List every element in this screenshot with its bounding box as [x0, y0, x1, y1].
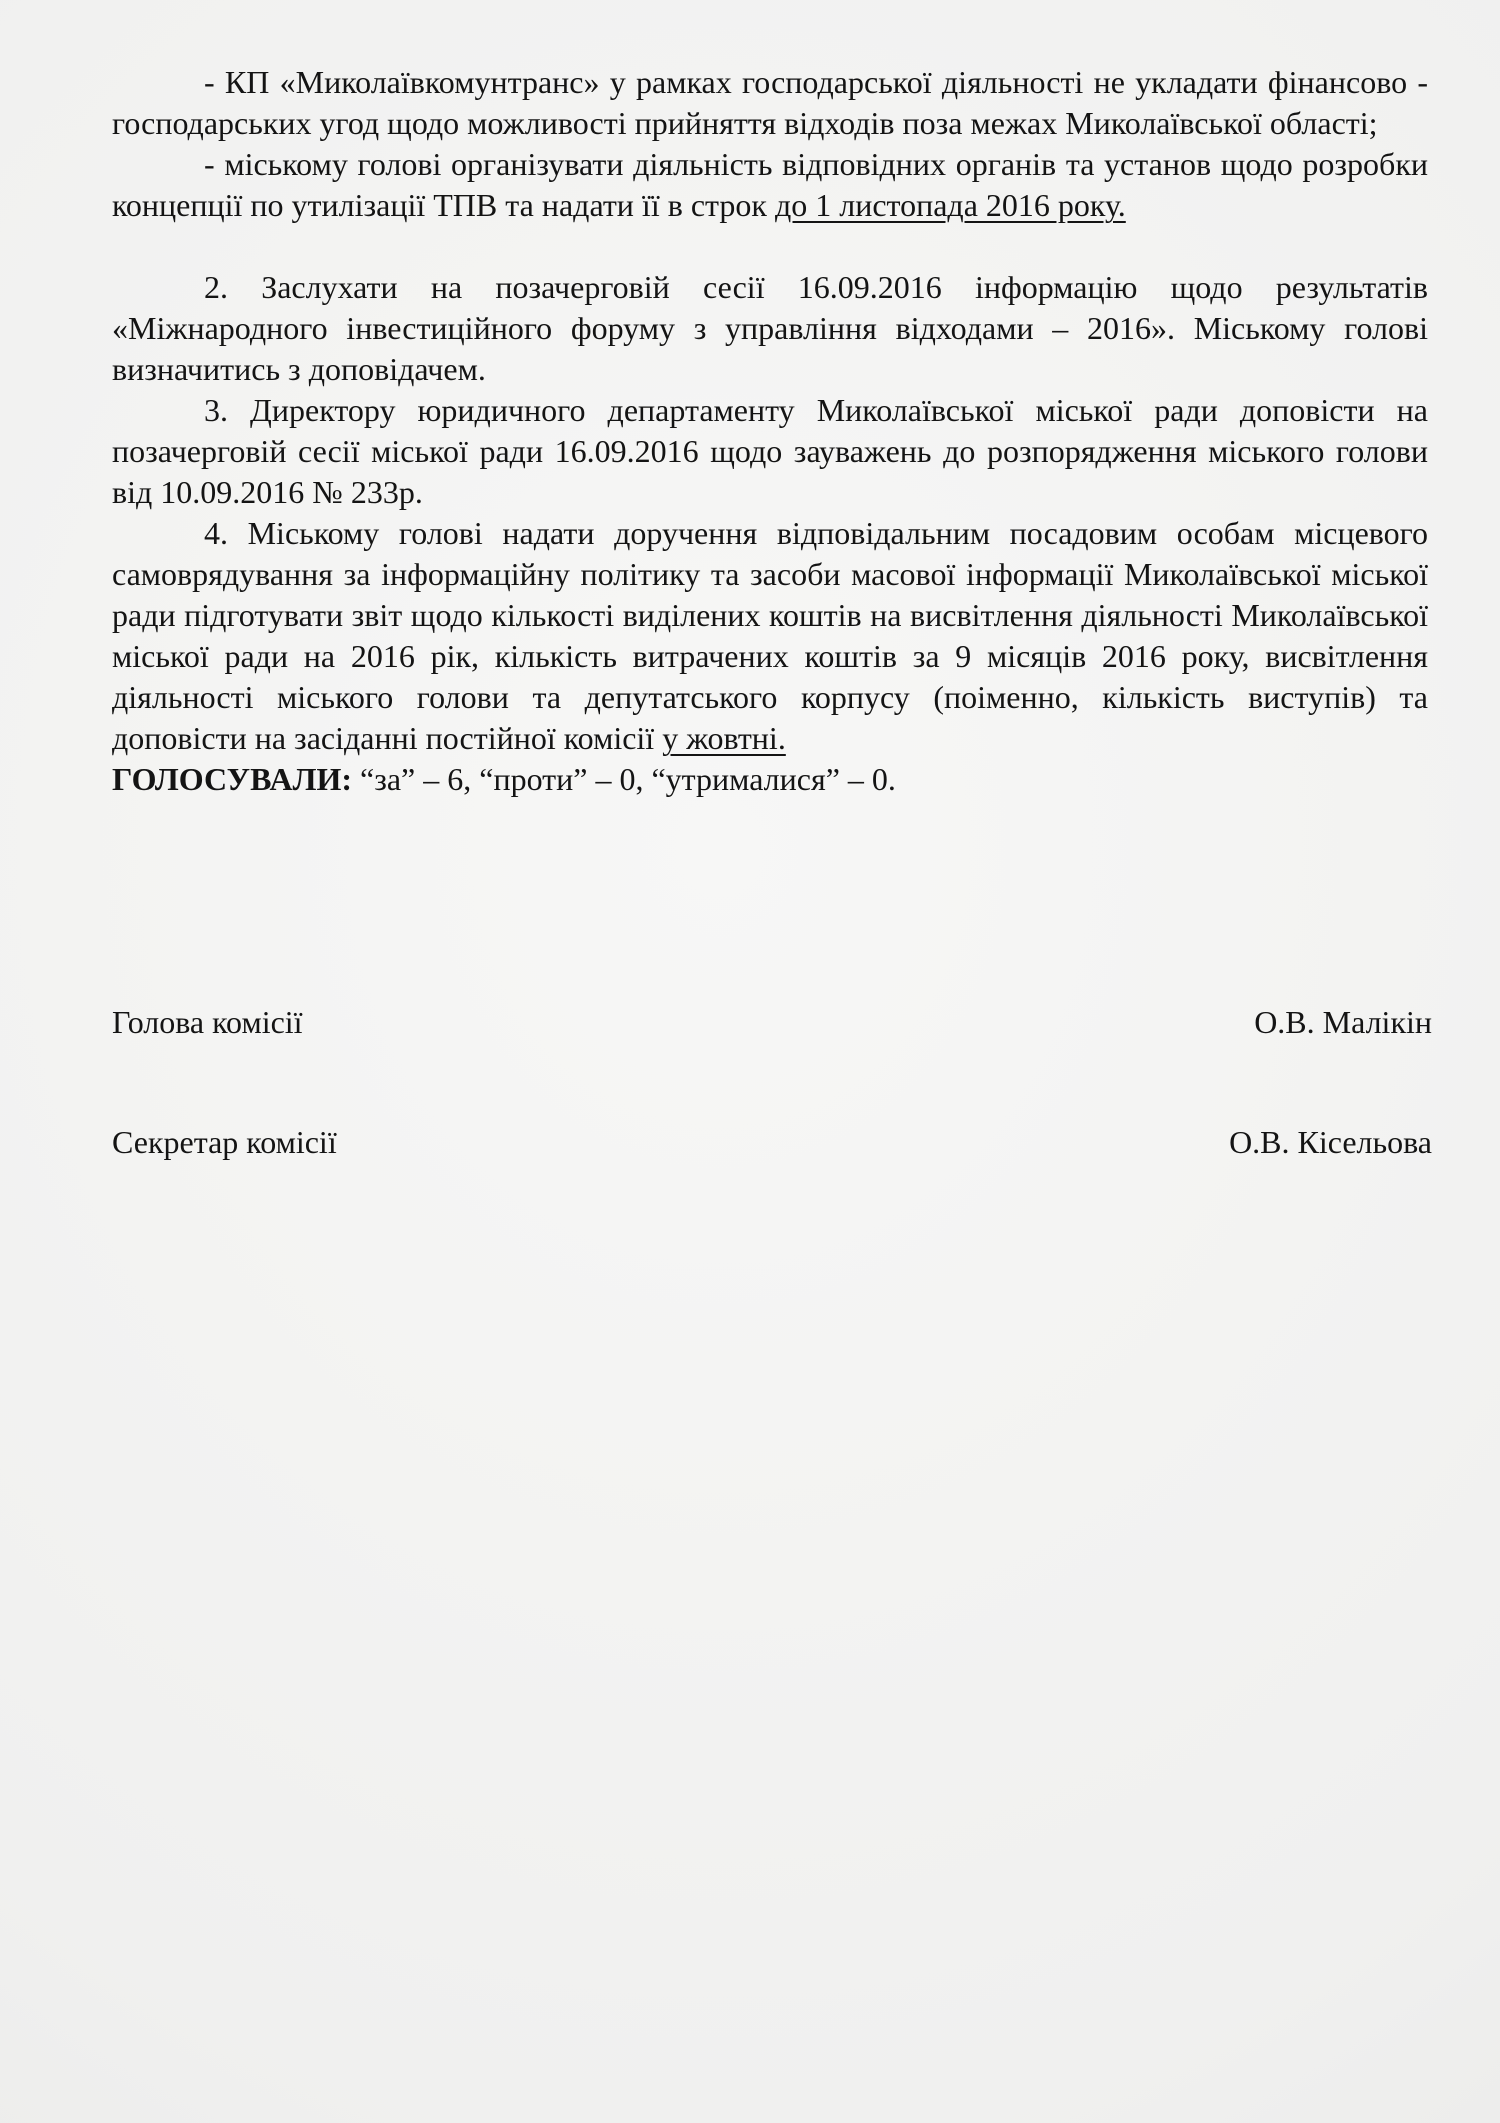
list-item-kp-paragraph — [112, 62, 1428, 144]
point-4-when-underlined-text: у жовтні. — [662, 720, 786, 756]
vote-label: ГОЛОСУВАЛИ: — [112, 761, 352, 797]
list-item-mayor-paragraph — [112, 144, 1428, 226]
point-2-paragraph — [112, 267, 1428, 390]
point-3-paragraph — [112, 390, 1428, 513]
point-4-paragraph — [112, 513, 1428, 759]
point-2-text: 2. Заслухати на позачерговій сесії 16.09.2016 інформацію щодо результатів «Міжнародного інвестиційного форуму з управління відходами – 2016». Міському голові визначитись з доповідачем. — [112, 269, 1428, 387]
signature-role-head: Голова комісії — [112, 1004, 303, 1040]
document-text-block — [112, 62, 1428, 800]
point-3-text: 3. Директору юридичного департаменту Миколаївської міської ради доповісти на позачерговій сесії міської ради 16.09.2016 щодо зауважень до розпорядження міського голови від 10.09.2016 № 233р. — [112, 392, 1428, 510]
signature-row-secretary — [112, 1122, 1432, 1163]
list-item-mayor-text: - міському голові організувати діяльність відповідних органів та установ щодо розробки концепції по утилізації ТПВ та надати її в строк — [112, 146, 1428, 223]
signature-name-head: О.В. Малікін — [1254, 1004, 1432, 1040]
list-item-kp-text: - КП «Миколаївкомунтранс» у рамках господарської діяльності не укладати фінансово - господарських угод щодо можливості прийняття відходів поза межах Миколаївської області; — [112, 64, 1428, 141]
signature-role-secretary: Секретар комісії — [112, 1124, 337, 1160]
deadline-underlined-text: до 1 листопада 2016 року. — [774, 187, 1126, 223]
signature-row-head — [112, 1002, 1432, 1043]
point-4-text: 4. Міському голові надати доручення відповідальним посадовим особам місцевого самоврядування за інформаційну політику та засоби масової інформації Миколаївської міської ради підготувати звіт щодо кількості виділених коштів на висвітлення діяльності Миколаївської міської ради на 2016 рік, кількість витрачених коштів за 9 місяців 2016 року, висвітлення діяльності міського голови та депутатського корпусу (поіменно, кількість виступів) та доповісти на засіданні постійної комісії — [112, 515, 1428, 756]
signature-block — [112, 1002, 1432, 1163]
signature-name-secretary: О.В. Кісельова — [1229, 1124, 1432, 1160]
vote-results: “за” – 6, “проти” – 0, “утрималися” – 0. — [359, 761, 896, 797]
vote-line — [112, 759, 1428, 800]
